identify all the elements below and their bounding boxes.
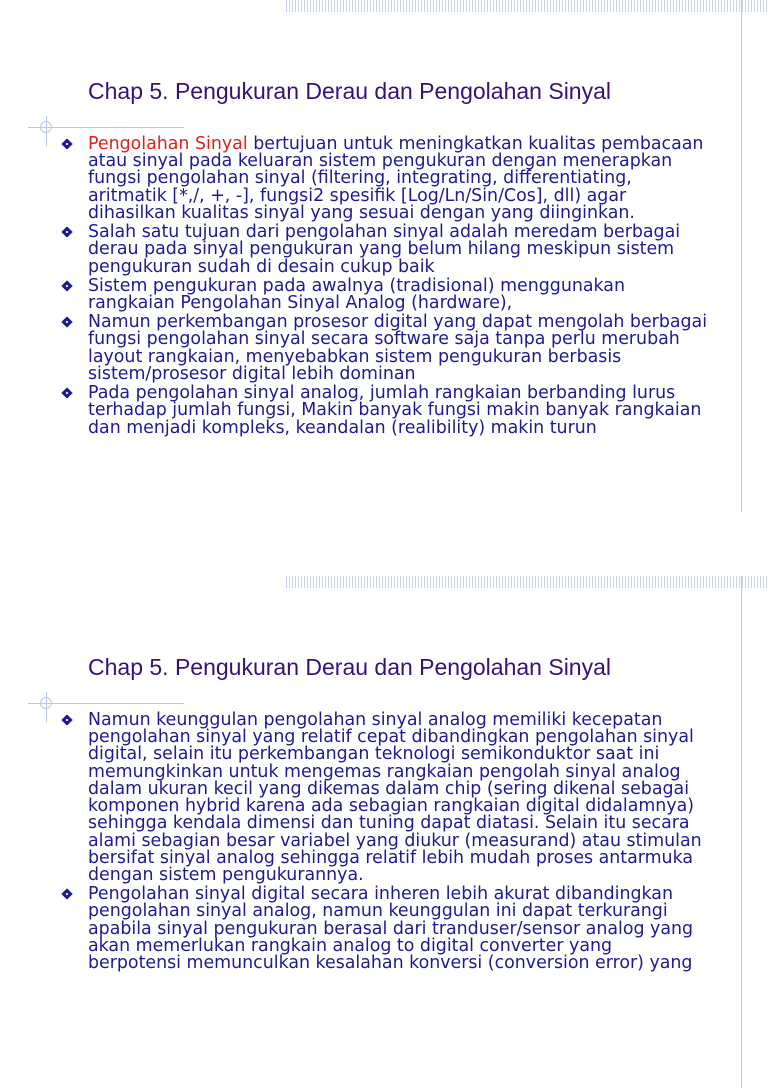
bullet-text-line: dan menjadi kompleks, keandalan (realibility) makin turun [88,417,597,438]
bullet-text-line: atau sinyal pada keluaran sistem pengukuran dengan menerapkan [88,151,673,172]
bullet-text-line: bersifat sinyal analog sehingga relatif lebih mudah proses antarmuka [88,847,693,868]
slide-title: Chap 5. Pengukuran Derau dan Pengolahan Sinyal [88,654,611,680]
bullet-text-line: pengolahan sinyal analog, namun keunggulan ini dapat terkurangi [88,901,668,922]
diamond-bullet-icon [61,226,72,237]
bullet-text-line: fungsi pengolahan sinyal (filtering, integrating, differentiating, [88,168,632,189]
bullet-item [60,275,760,313]
diamond-bullet-icon [61,714,72,725]
bullet-text-line: Pada pengolahan sinyal analog, jumlah rangkaian berbanding lurus [88,383,676,404]
bullet-text-line: alami sebagian besar variabel yang diukur (measurand) atau stimulan [88,830,702,851]
decorative-crosshair-circle [40,697,52,709]
bullet-text-line: fungsi pengolahan sinyal secara software saja tanpa perlu merubah [88,329,680,350]
bullet-text-line: pengukuran sudah di desain cukup baik [88,256,435,277]
bullet-text-line: memungkinkan untuk mengemas rangkaian pengolah sinyal analog [88,761,681,782]
bullet-item [60,385,760,437]
bullet-text-line: digital, selain itu perkembangan teknologi semikonduktor saat ini [88,744,660,765]
bullet-text-line: Namun keunggulan pengolahan sinyal analog memiliki kecepatan [88,710,663,730]
bullet-text-line: komponen hybrid karena ada sebagian rangkaian digital didalamnya) [88,796,695,817]
bullet-text-line: dalam ukuran kecil yang dikemas dalam chip (sering dikenal sebagai [88,778,690,799]
decorative-stripe [286,0,768,12]
bullet-text-line: rangkaian Pengolahan Sinyal Analog (hardware), [88,292,513,313]
bullet-text-line: terhadap jumlah fungsi, Makin banyak fungsi makin banyak rangkaian [88,400,702,421]
diamond-bullet-icon [61,889,72,900]
bullet-text-line: apabila sinyal pengukuran berasal dari tranduser/sensor analog yang [88,918,694,939]
bullet-text-line: sistem/prosesor digital lebih dominan [88,363,416,384]
slide-2 [0,576,768,1088]
bullet-list [60,712,760,974]
decorative-stripe [286,576,768,588]
diamond-bullet-icon [61,387,72,398]
slide-1 [0,0,768,512]
bullet-text-line: Sistem pengukuran pada awalnya (tradisional) menggunakan [88,275,625,296]
bullet-text-line: bertujuan untuk meningkatkan kualitas pembacaan [253,134,704,154]
decorative-crosshair-circle [40,121,52,133]
bullet-text-line: Namun perkembangan prosesor digital yang dapat mengolah berbagai [88,312,708,333]
bullet-text-line: Pengolahan sinyal digital secara inheren lebih akurat dibandingkan [88,884,673,905]
bullet-text-line: sehingga kendala dimensi dan tuning dapat diatasi. Selain itu secara [88,813,690,834]
bullet-text-line: aritmatik [*,/, +, -], fungsi2 spesifik [Log/Ln/Sin/Cos], dll) agar [88,185,627,206]
bullet-text-line: pengolahan sinyal yang relatif cepat dibandingkan pengolahan sinyal [88,727,694,748]
bullet-text-line: akan memerlukan rangkain analog to digital converter yang [88,935,613,956]
bullet-item [60,224,760,276]
bullet-text-line: dengan sistem pengukurannya. [88,864,364,885]
bullet-text-line: layout rangkaian, menyebabkan sistem pengukuran berbasis [88,346,622,367]
bullet-item [60,886,760,972]
highlight-term: Pengolahan Sinyal [88,134,248,154]
bullet-text-line: derau pada sinyal pengukuran yang belum hilang meskipun sistem [88,239,675,260]
bullet-text-line: berpotensi memunculkan kesalahan konversi (conversion error) yang [88,953,693,974]
diamond-bullet-icon [61,280,72,291]
bullet-item [60,136,760,222]
bullet-text-line: Salah satu tujuan dari pengolahan sinyal adalah meredam berbagai [88,222,681,243]
slide-title: Chap 5. Pengukuran Derau dan Pengolahan Sinyal [88,78,611,104]
diamond-bullet-icon [61,317,72,328]
diamond-bullet-icon [61,138,72,149]
bullet-text-line: dihasilkan kualitas sinyal yang sesuai dengan yang diinginkan. [88,202,635,223]
bullet-list [60,136,760,439]
bullet-item [60,314,760,383]
bullet-item [60,712,760,884]
